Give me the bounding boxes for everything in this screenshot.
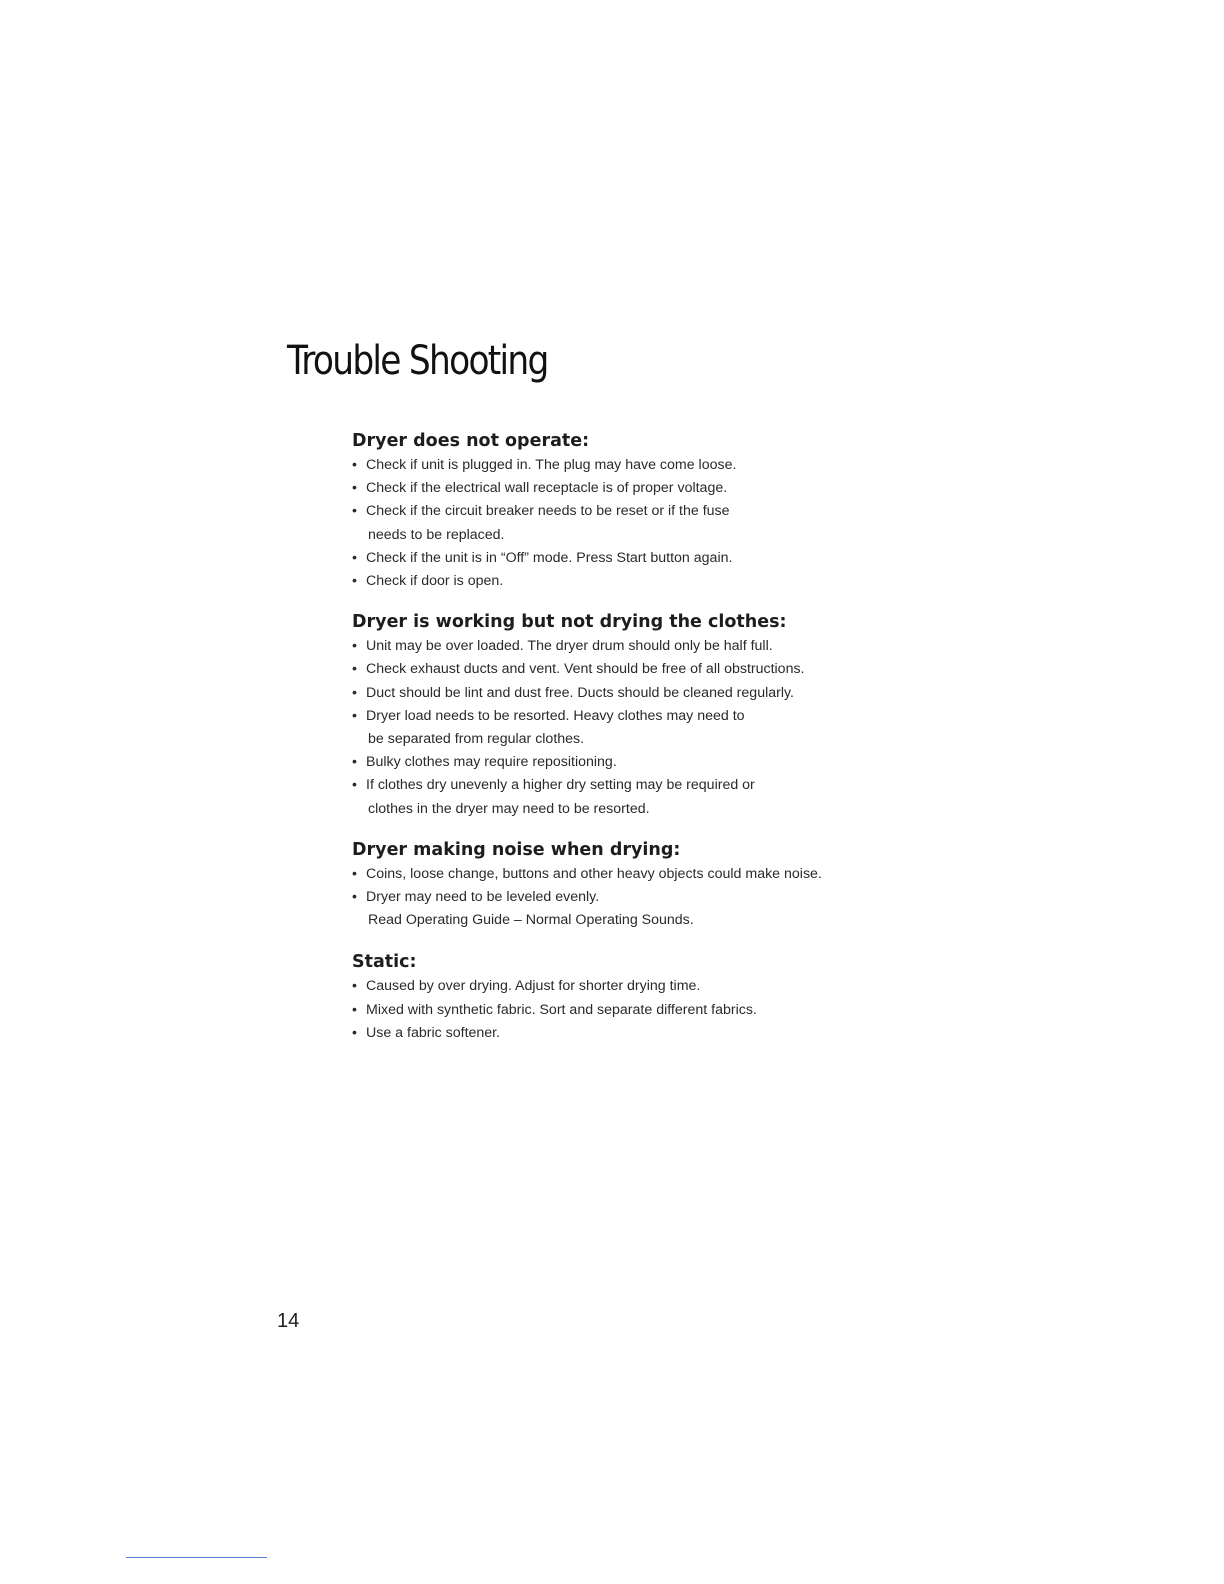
bullet-icon: • (352, 457, 357, 473)
bullet-icon: • (352, 549, 357, 566)
list-item-text: Check if the unit is in “Off” mode. Press Start button again. (366, 549, 733, 566)
list-item (352, 570, 972, 593)
list-item-text: Check if the electrical wall receptacle is of proper voltage. (366, 480, 728, 497)
list-item-continuation (352, 524, 972, 547)
list-item (352, 975, 972, 998)
footer-rule (126, 1557, 267, 1558)
list-item (352, 863, 972, 886)
bullet-icon: • (352, 480, 357, 497)
section-working-not-drying (352, 609, 972, 821)
list-item (352, 774, 972, 797)
list-item (352, 751, 972, 774)
list-item (352, 658, 972, 681)
section-list (352, 975, 972, 1045)
list-item-text: Duct should be lint and dust free. Ducts should be cleaned regularly. (366, 684, 794, 701)
bullet-icon: • (352, 777, 357, 794)
section-dryer-does-not-operate (352, 428, 972, 593)
list-item (352, 705, 972, 728)
list-item-text: Check exhaust ducts and vent. Vent should be free of all obstructions. (366, 661, 805, 678)
list-item-text: Caused by over drying. Adjust for shorter drying time. (366, 978, 701, 995)
list-item-continuation (352, 909, 972, 932)
bullet-icon: • (352, 638, 357, 655)
bullet-icon: • (352, 754, 357, 771)
list-item (352, 1022, 972, 1045)
bullet-icon: • (352, 573, 357, 590)
section-list (352, 635, 972, 821)
list-item-text: Mixed with synthetic fabric. Sort and separate different fabrics. (366, 1001, 757, 1018)
list-item-text: Check if door is open. (366, 573, 504, 590)
list-item-text: Dryer load needs to be resorted. Heavy clothes may need to (366, 707, 745, 724)
section-heading: Dryer is working but not drying the clothes: (352, 612, 787, 633)
list-item (352, 547, 972, 570)
list-item-text: Use a fabric softener. (366, 1024, 501, 1041)
bullet-icon: • (352, 684, 357, 701)
list-item-text: needs to be replaced. (368, 526, 505, 543)
section-list (352, 863, 972, 933)
bullet-icon: • (352, 865, 357, 882)
list-item-text: Unit may be over loaded. The dryer drum should only be half full. (366, 638, 773, 655)
list-item (352, 477, 972, 500)
bullet-icon: • (352, 1024, 357, 1041)
list-item (352, 454, 972, 477)
bullet-icon: • (352, 1001, 357, 1018)
list-item-text: clothes in the dryer may need to be resorted. (368, 800, 650, 817)
list-item-text: Dryer may need to be leveled evenly. (366, 889, 600, 906)
list-item-text: Check if the circuit breaker needs to be reset or if the fuse (366, 503, 730, 520)
section-heading: Dryer making noise when drying: (352, 839, 681, 860)
list-item-text: Read Operating Guide – Normal Operating Sounds. (368, 912, 694, 929)
list-item-text: Coins, loose change, buttons and other heavy objects could make noise. (366, 865, 822, 882)
list-item-text: Check if unit is plugged in. The plug may have come loose. (366, 457, 737, 473)
bullet-icon: • (352, 707, 357, 724)
section-making-noise (352, 837, 972, 933)
bullet-icon: • (352, 889, 357, 906)
list-item-text: be separated from regular clothes. (368, 731, 585, 748)
bullet-icon: • (352, 503, 357, 520)
section-list (352, 454, 972, 593)
list-item (352, 635, 972, 658)
list-item-text: If clothes dry unevenly a higher dry setting may be required or (366, 777, 755, 794)
list-item (352, 500, 972, 523)
page-number: 14 (277, 1310, 300, 1332)
list-item (352, 886, 972, 909)
list-item (352, 999, 972, 1022)
troubleshooting-content (352, 428, 972, 1045)
section-heading: Dryer does not operate: (352, 431, 590, 451)
page-title: Trouble Shooting (287, 338, 548, 384)
list-item (352, 682, 972, 705)
section-heading: Static: (352, 952, 417, 973)
section-static (352, 949, 972, 1045)
list-item-text: Bulky clothes may require repositioning. (366, 754, 617, 771)
list-item-continuation (352, 798, 972, 821)
bullet-icon: • (352, 661, 357, 678)
bullet-icon: • (352, 978, 357, 995)
list-item-continuation (352, 728, 972, 751)
